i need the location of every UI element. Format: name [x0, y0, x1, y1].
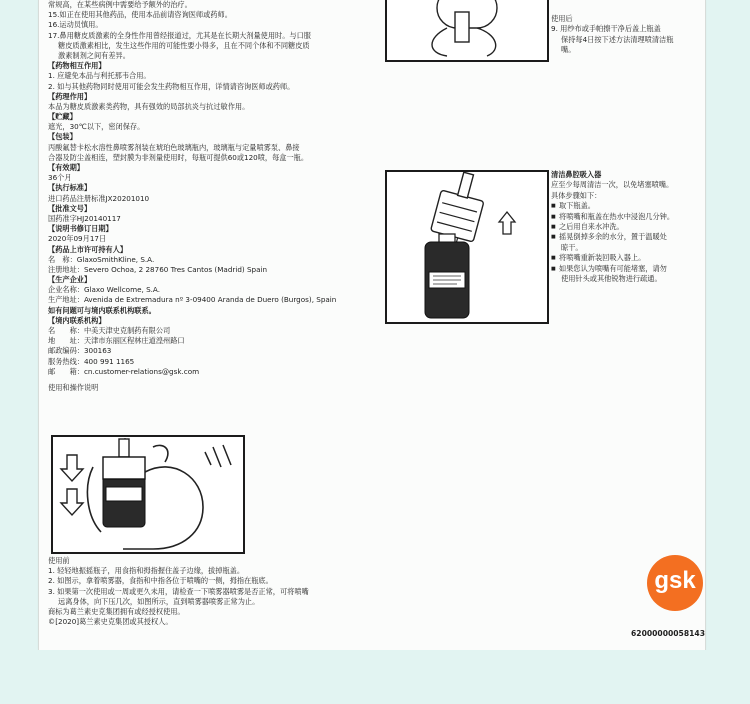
text-line: 糖皮质激素相比，发生这些作用的可能性要小得多，且在不同个体和不同糖皮质	[58, 40, 310, 50]
text-line: 地 址：天津市东丽区程林庄道湟州路口	[48, 336, 185, 346]
section-heading: 【药理作用】	[48, 91, 92, 101]
text-line: 常规高，在某些病例中需要给予额外的治疗。	[48, 0, 192, 9]
text-line: 17.鼻用糖皮质激素的全身性作用曾经报道过，尤其是在长期大剂量使用时。与口服	[48, 30, 311, 40]
bullet-line: ■ 取下瓶盖。	[551, 201, 696, 211]
cleaning-figure	[385, 170, 549, 324]
section-heading: 【执行标准】	[48, 183, 92, 193]
section-heading: 【批准文号】	[48, 203, 92, 213]
text-line: 应至少每周清洁一次，以免堵塞喷嘴。	[551, 180, 674, 190]
spray-usage-illustration	[53, 437, 243, 552]
text-line: 嘴。	[561, 45, 576, 55]
section-heading: 【境内联系机构】	[48, 315, 106, 325]
cleaning-illustration	[387, 172, 547, 322]
text-line: 具体步骤如下：	[551, 190, 602, 200]
text-line: 生产地址：Avenida de Extremadura nº 3-09400 Aranda de Duero (Burgos), Spain	[48, 295, 337, 305]
section-heading: 【生产企业】	[48, 275, 92, 285]
text-line: 9. 用纱布或手帕擦干净后盖上瓶盖	[551, 24, 661, 34]
text-line: 服务热线：400 991 1165	[48, 356, 135, 366]
section-heading: 【包装】	[48, 132, 77, 142]
section-heading: 【有效期】	[48, 163, 84, 172]
gsk-logo: gsk	[647, 555, 703, 611]
cleaning-text	[551, 170, 696, 284]
text-line: 2. 如图示，拿着喷雾器，食指和中指各位于喷嘴的一侧，拇指在瓶底。	[48, 576, 273, 586]
text-line: 如有问题可与境内联系机构联系。	[48, 305, 156, 315]
bullet-line: ■ 之后用自来水冲洗。	[551, 222, 696, 232]
text-line: 进口药品注册标准JX20201010	[48, 193, 150, 203]
text-line: 名 称：中美天津史克制药有限公司	[48, 326, 171, 335]
before-use-title: 使用前	[48, 556, 70, 565]
footer-line: ©[2020]葛兰素史克集团或其授权人。	[48, 617, 173, 627]
usage-title: 使用和操作说明	[48, 382, 99, 392]
barcode-number: 62000000058143	[631, 629, 705, 638]
page-background-band	[0, 650, 750, 704]
text-line: 合器及防尘盖相连，塑封膜为非剂量使用时，每瓶可提供60或120喷，每盒一瓶。	[48, 152, 309, 162]
bullet-line: ■ 将喷嘴和瓶盖在热水中浸泡几分钟。	[551, 212, 696, 222]
text-line: 36个月	[48, 173, 72, 183]
bullet-line: ■ 如果您认为喷嘴有可能堵塞，请勿	[551, 264, 696, 274]
text-line: 保持每4日按下述方法清理喷清洁瓶	[561, 34, 674, 44]
section-heading: 【贮藏】	[48, 112, 77, 122]
text-line: 2020年09月17日	[48, 234, 107, 244]
text-line: 远离身体，向下压几次，如图所示，直到喷雾器喷雾正常为止。	[58, 596, 260, 606]
text-line: 本品为糖皮质激素类药物，具有强效的局部抗炎与抗过敏作用。	[48, 101, 250, 111]
text-line: 3. 如果第一次使用或一周或更久未用，请检查一下喷雾器喷雾是否正常，可将喷嘴	[48, 586, 309, 596]
cleaning-title: 清洁鼻腔吸入器	[551, 170, 602, 179]
bullet-line: ■ 将喷嘴重新装回吸入器上。	[551, 253, 696, 263]
footer-line: 商标为葛兰素史克集团拥有或经授权使用。	[48, 606, 185, 616]
after-use-text	[551, 14, 696, 56]
before-use-block	[48, 556, 386, 627]
text-line: 1. 轻轻地振摇瓶子，用食指和拇指握住盖子边缘，拔掉瓶盖。	[48, 566, 245, 576]
text-line: 注册地址：Severo Ochoa, 2 28760 Tres Cantos (Madrid) Spain	[48, 264, 268, 274]
text-line: 邮政编码：300163	[48, 346, 112, 356]
after-use-title: 使用后	[551, 14, 573, 23]
text-line: 晾干。	[561, 242, 583, 252]
section-heading: 【药物相互作用】	[48, 61, 106, 71]
after-use-figure	[385, 0, 549, 62]
text-line: 企业名称：Glaxo Wellcome, S.A.	[48, 285, 160, 295]
text-line: 邮 箱：cn.customer-relations@gsk.com	[48, 366, 200, 376]
text-line: 1. 应避免本品与利托那韦合用。	[48, 71, 151, 81]
text-line: 16.运动员慎用。	[48, 20, 103, 30]
text-line: 国药准字HJ20140117	[48, 213, 121, 223]
section-heading: 【说明书修订日期】	[48, 224, 113, 234]
text-line: 遮光，30℃以下，密闭保存。	[48, 122, 145, 132]
text-line: 2. 如与其他药物同时使用可能会发生药物相互作用，详情请咨询医师或药师。	[48, 81, 295, 91]
spray-usage-figure	[51, 435, 245, 554]
section-heading: 【药品上市许可持有人】	[48, 244, 128, 254]
text-line: 15.如正在使用其他药品，使用本品前请咨询医师或药师。	[48, 10, 232, 20]
text-line: 激素制剂之间有差异。	[58, 50, 130, 60]
leaflet-sheet	[38, 0, 706, 650]
after-use-illustration	[387, 0, 547, 60]
bullet-line: ■ 摇晃倒掉多余的水分，置于温暖处	[551, 232, 696, 242]
text-line: 丙酸氟替卡松水溶性鼻喷雾剂装在琥珀色玻璃瓶内，玻璃瓶与定量喷雾泵、鼻接	[48, 142, 300, 152]
left-text-column	[48, 0, 386, 393]
text-line: 使用针头或其他锐物进行疏通。	[561, 273, 662, 283]
text-line: 名 称：GlaxoSmithKline, S.A.	[48, 254, 155, 264]
